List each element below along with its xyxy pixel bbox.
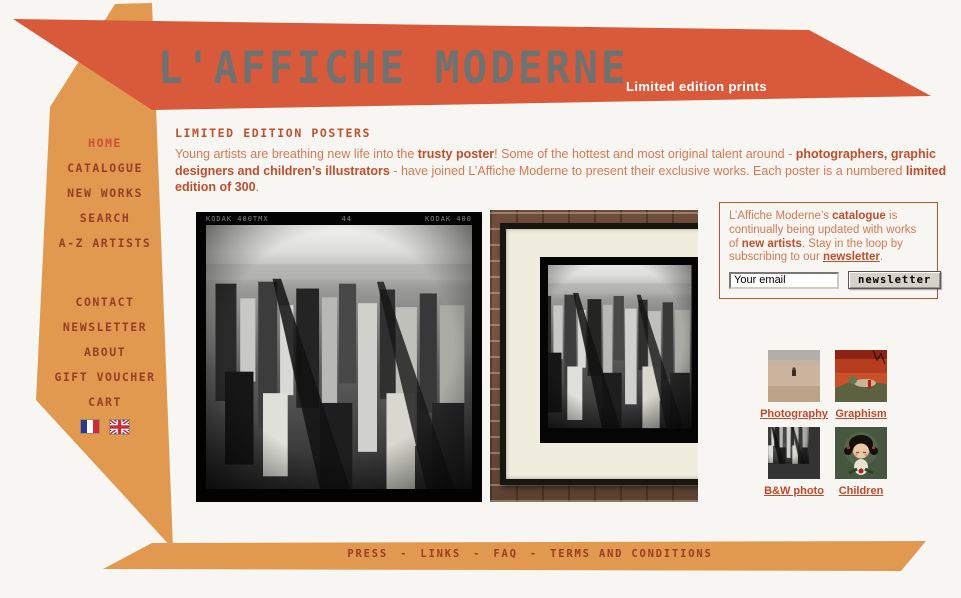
- email-field[interactable]: [729, 272, 839, 289]
- newsletter-link[interactable]: newsletter: [822, 251, 880, 264]
- film-marking-center: 44: [341, 215, 353, 223]
- newsletter-form: [729, 271, 932, 289]
- footer-link-terms[interactable]: TERMS AND CONDITIONS: [550, 548, 713, 560]
- footer-nav: [100, 548, 960, 560]
- category-graphism[interactable]: [835, 350, 887, 420]
- uk-flag-icon[interactable]: [110, 420, 129, 434]
- intro-paragraph: Young artists are breathing new life into the trusty poster! Some of the hottest and most original talent around - photographers, graphic designers and children’s illustrators - have joined L’Affiche Moderne to present their exclusive works. Each poster is a numbered limited edition of 300.: [175, 147, 947, 194]
- page-title: LIMITED EDITION POSTERS: [175, 126, 372, 140]
- film-markings: [206, 215, 472, 223]
- newsletter-submit-button[interactable]: newsletter: [848, 271, 941, 289]
- sidebar-item-newsletter[interactable]: NEWSLETTER: [62, 320, 148, 334]
- category-grid: [760, 350, 887, 497]
- sidebar-item-new-works[interactable]: NEW WORKS: [67, 186, 143, 200]
- newsletter-text: L’Affiche Moderne’s catalogue is continually being updated with works of new artists. Stay in the loop by subscribing to our newsletter.: [729, 210, 917, 264]
- sidebar-item-cart[interactable]: CART: [88, 395, 122, 409]
- category-label[interactable]: B&W photo: [764, 485, 824, 497]
- poster-image-framed[interactable]: [490, 210, 698, 502]
- category-label[interactable]: Children: [838, 485, 884, 497]
- footer-separator: -: [529, 548, 539, 560]
- category-label[interactable]: Photography: [760, 408, 828, 420]
- footer-link-links[interactable]: LINKS: [420, 548, 462, 560]
- sidebar-item-contact[interactable]: CONTACT: [75, 295, 135, 309]
- sidebar-item-about[interactable]: ABOUT: [83, 345, 127, 359]
- language-switcher: [35, 420, 175, 434]
- french-flag-icon[interactable]: [81, 420, 99, 433]
- site-logo[interactable]: L'AFFICHE MODERNE: [158, 42, 629, 94]
- picture-frame: [500, 223, 698, 485]
- sidebar-item-catalogue[interactable]: CATALOGUE: [67, 161, 143, 175]
- photography-thumbnail: [768, 350, 820, 402]
- footer-separator: -: [400, 548, 409, 560]
- sidebar-item-search[interactable]: SEARCH: [79, 211, 131, 225]
- footer-separator: -: [473, 548, 482, 560]
- sidebar-item-home[interactable]: HOME: [88, 136, 122, 150]
- bw-photo-thumbnail: [768, 427, 820, 479]
- film-marking-right: KODAK 400: [425, 215, 472, 223]
- framed-print: [540, 257, 698, 443]
- poster-image-film-print[interactable]: [196, 212, 482, 502]
- category-label[interactable]: Graphism: [835, 408, 887, 420]
- children-thumbnail: [835, 427, 887, 479]
- city-aerial-photo: [206, 225, 472, 489]
- category-bw-photo[interactable]: [764, 427, 824, 497]
- footer-link-press[interactable]: PRESS: [347, 548, 389, 560]
- sidebar-item-az-artists[interactable]: A-Z ARTISTS: [58, 236, 152, 250]
- graphism-thumbnail: [835, 350, 887, 402]
- film-marking-left: KODAK 400TMX: [206, 215, 269, 223]
- sidebar-item-gift-voucher[interactable]: GIFT VOUCHER: [54, 370, 156, 384]
- category-children[interactable]: [835, 427, 887, 497]
- site-tagline: Limited edition prints: [626, 79, 767, 94]
- sidebar-nav: [35, 131, 175, 434]
- category-photography[interactable]: [760, 350, 828, 420]
- newsletter-box: [719, 202, 938, 299]
- footer-link-faq[interactable]: FAQ: [493, 548, 518, 560]
